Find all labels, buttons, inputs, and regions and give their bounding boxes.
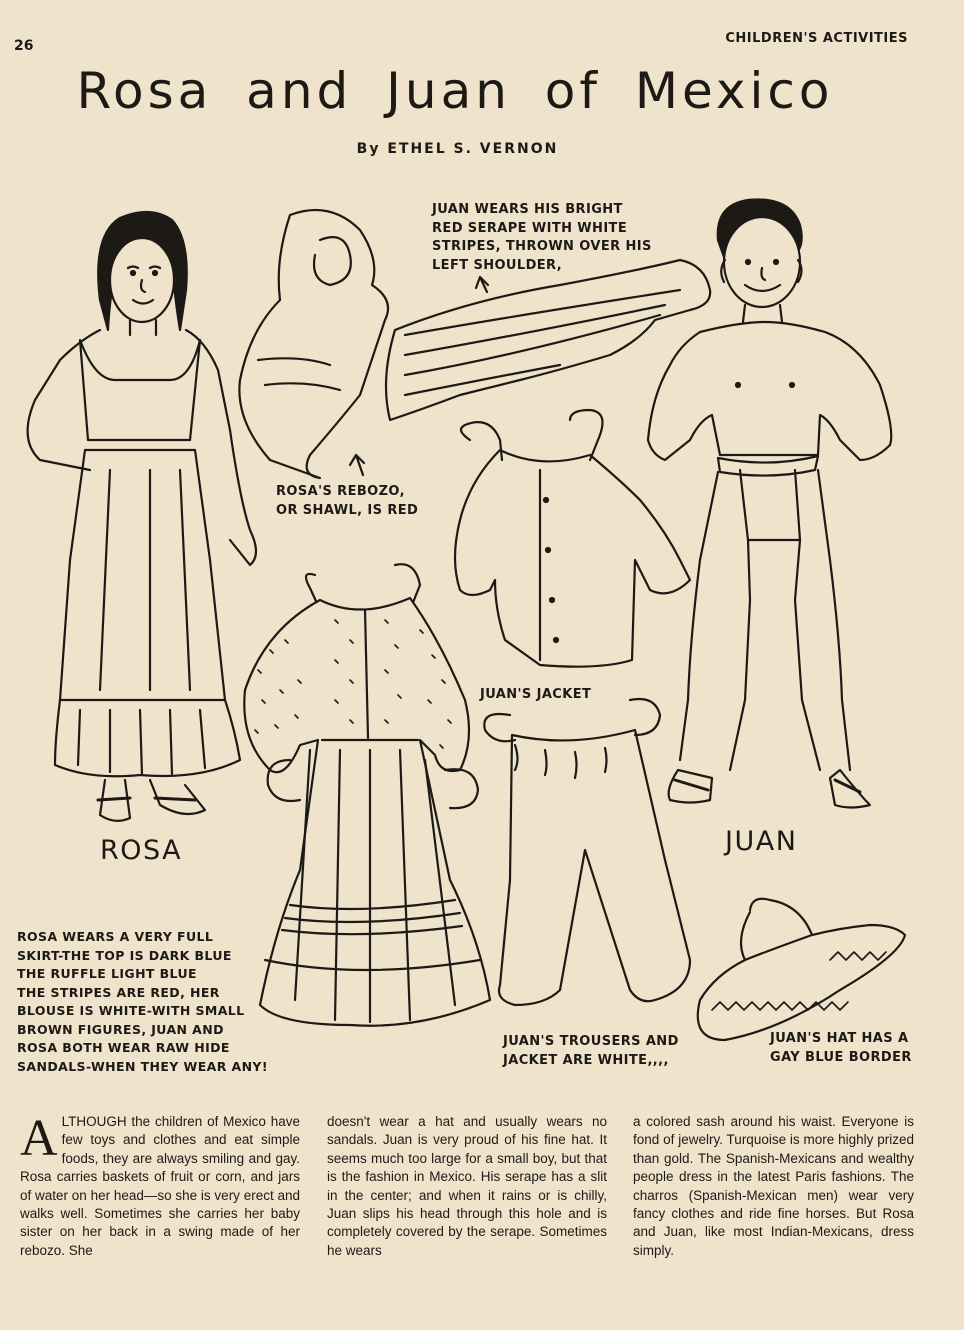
- rebozo-arrow: [350, 455, 364, 475]
- byline: By ETHEL S. VERNON: [356, 141, 559, 157]
- hat-caption: [770, 1030, 912, 1067]
- article-column-2: doesn't wear a hat and usually wears no sandals. Juan is very proud of his fine hat. It seems much too large for a small boy, but that is the fashion in Mexico. His serape has a slit in the center; and when it rains or is chilly, Juan slips his head through this hole and is completely covered by the serape. Sometimes he wears: [327, 1114, 607, 1258]
- hat-caption-line: JUAN'S HAT HAS A: [770, 1031, 909, 1046]
- serape-caption-line: STRIPES, THROWN OVER HIS: [432, 239, 652, 254]
- page-number: 26: [14, 38, 34, 54]
- rebozo-caption-line: OR SHAWL, IS RED: [276, 502, 419, 518]
- rebozo-caption-line: ROSA'S REBOZO,: [276, 484, 405, 499]
- serape-caption-line: RED SERAPE WITH WHITE: [432, 220, 628, 236]
- juans-trousers: [484, 699, 690, 1005]
- rebozo-shawl: [239, 210, 388, 478]
- rosa-dress-caption-line: THE STRIPES ARE RED, HER: [17, 984, 220, 1000]
- rosa-doll: [28, 212, 256, 821]
- rosa-dress-caption-line: SANDALS-WHEN THEY WEAR ANY!: [17, 1058, 268, 1074]
- rosa-name-label: ROSA: [100, 835, 183, 866]
- trousers-caption-line: JACKET ARE WHITE,,,,: [503, 1052, 669, 1068]
- serape: [386, 260, 710, 420]
- rosa-dress-caption-line: THE RUFFLE LIGHT BLUE: [17, 966, 197, 981]
- juan-name-label: JUAN: [725, 826, 798, 857]
- rosa-dress-caption-line: ROSA WEARS A VERY FULL: [17, 929, 214, 944]
- rosa-dress-caption: [17, 928, 268, 1076]
- serape-caption: [432, 201, 652, 275]
- juan-doll: [648, 200, 891, 808]
- serape-arrow: [476, 277, 488, 292]
- page-title: Rosa and Juan of Mexico: [76, 62, 834, 120]
- rebozo-caption: [276, 483, 418, 520]
- trousers-caption-line: JUAN'S TROUSERS AND: [503, 1034, 679, 1049]
- jacket-caption: JUAN'S JACKET: [480, 687, 592, 702]
- serape-caption-line: LEFT SHOULDER,: [432, 257, 563, 273]
- rosa-dress-caption-line: BROWN FIGURES, JUAN AND: [17, 1021, 224, 1037]
- rosa-dress-caption-line: BLOUSE IS WHITE-WITH SMALL: [17, 1003, 245, 1018]
- drop-cap: A: [20, 1110, 58, 1167]
- juans-hat: [698, 899, 905, 1040]
- rosa-dress-caption-line: ROSA BOTH WEAR RAW HIDE: [17, 1040, 230, 1055]
- article-column-1: [20, 1110, 300, 1260]
- juans-jacket: [455, 410, 690, 667]
- trousers-caption: [503, 1033, 679, 1070]
- section-header: CHILDREN'S ACTIVITIES: [725, 31, 908, 46]
- article-column-3: a colored sash around his waist. Everyone is fond of jewelry. Turquoise is more highly prized than gold. The Spanish-Mexicans and wealthy people dress in the latest Paris fashions. The charros (Spanish-Mexican men) wear very fancy clothes and ride fine horses. But Rosa and Juan, like most Indian-Mexicans, dress simply.: [633, 1114, 914, 1258]
- hat-caption-line: GAY BLUE BORDER: [770, 1049, 912, 1065]
- rosa-dress-caption-line: SKIRT-THE TOP IS DARK BLUE: [17, 947, 232, 963]
- serape-caption-line: JUAN WEARS HIS BRIGHT: [432, 202, 623, 217]
- article-text: LTHOUGH the children of Mexico have few toys and clothes and eat simple foods, they are always smiling and gay. Rosa carries baskets of fruit or corn, and jars of water on her head—so she is very erect and walks well. Sometimes she carries her baby sister on her back in a swing made of her rebozo. She: [20, 1114, 300, 1258]
- rosas-dress: [244, 564, 490, 1026]
